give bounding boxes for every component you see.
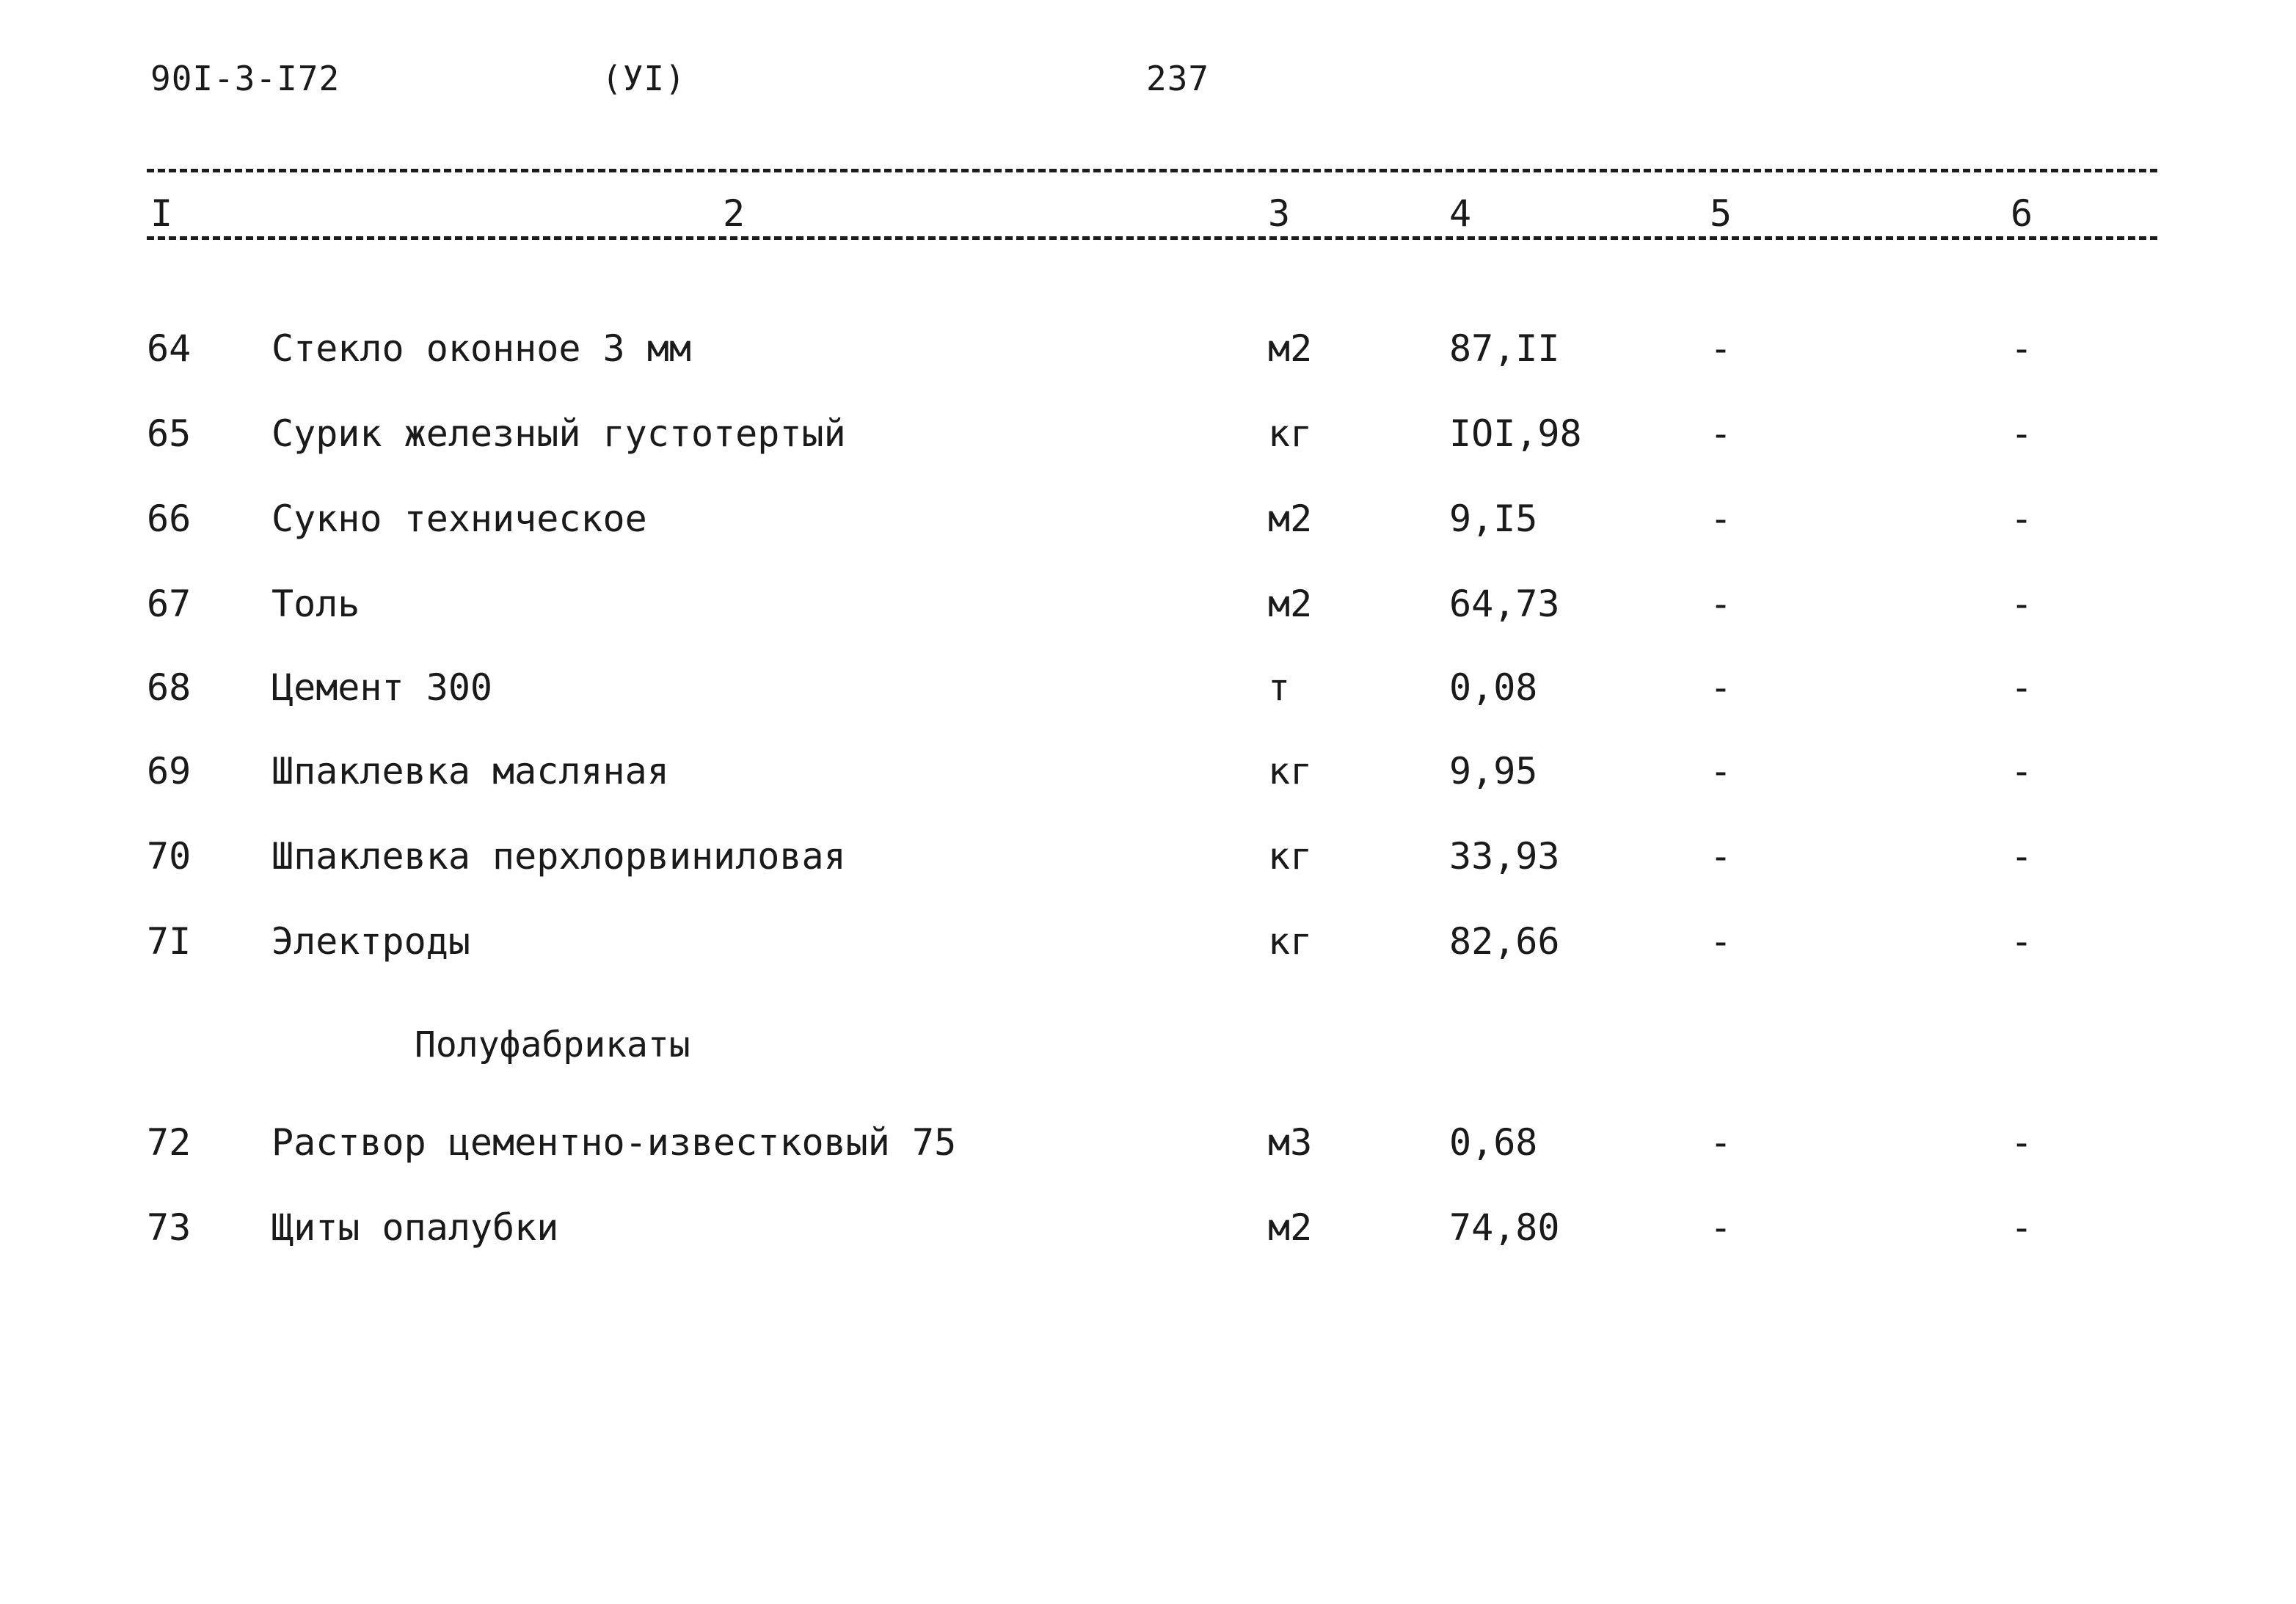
- table-row: [0, 412, 2296, 471]
- quantity: 9,I5: [1449, 497, 1538, 540]
- material-name: Шпаклевка перхлорвиниловая: [271, 835, 846, 878]
- unit: кг: [1268, 412, 1313, 455]
- material-name: Щиты опалубки: [271, 1206, 559, 1249]
- row-number: 70: [147, 835, 192, 878]
- quantity: 9,95: [1449, 750, 1538, 792]
- table-header-rule: [147, 236, 2157, 240]
- material-name: Цемент 300: [271, 666, 493, 709]
- column-5-value: -: [1710, 583, 1732, 625]
- table-row: [0, 583, 2296, 641]
- quantity: 87,II: [1449, 327, 1560, 370]
- column-header-1: I: [150, 192, 173, 235]
- column-5-value: -: [1710, 920, 1732, 963]
- unit: м2: [1268, 583, 1313, 625]
- material-name: Электроды: [271, 920, 470, 963]
- row-number: 67: [147, 583, 192, 625]
- column-header-4: 4: [1449, 192, 1472, 235]
- column-header-5: 5: [1710, 192, 1732, 235]
- quantity: IOI,98: [1449, 412, 1582, 455]
- column-6-value: -: [2011, 327, 2033, 370]
- column-6-value: -: [2011, 920, 2033, 963]
- column-header-3: 3: [1268, 192, 1291, 235]
- table-row: [0, 327, 2296, 386]
- material-name: Сукно техническое: [271, 497, 647, 540]
- unit: кг: [1268, 750, 1313, 792]
- row-number: 65: [147, 412, 192, 455]
- row-number: 73: [147, 1206, 192, 1249]
- document-code: 90I-3-I72: [150, 59, 340, 98]
- row-number: 72: [147, 1121, 192, 1164]
- unit: кг: [1268, 835, 1313, 878]
- material-name: Сурик железный густотертый: [271, 412, 846, 455]
- table-row: [0, 920, 2296, 979]
- row-number: 64: [147, 327, 192, 370]
- column-6-value: -: [2011, 497, 2033, 540]
- column-header-2: 2: [723, 192, 746, 235]
- quantity: 74,80: [1449, 1206, 1560, 1249]
- material-name: Толь: [271, 583, 360, 625]
- table-row: [0, 750, 2296, 809]
- material-name: Раствор цементно-известковый 75: [271, 1121, 957, 1164]
- column-5-value: -: [1710, 497, 1732, 540]
- column-6-value: -: [2011, 835, 2033, 878]
- column-5-value: -: [1710, 1206, 1732, 1249]
- row-number: 7I: [147, 920, 192, 963]
- column-6-value: -: [2011, 750, 2033, 792]
- volume-label: (УI): [602, 59, 686, 98]
- unit: м2: [1268, 327, 1313, 370]
- column-6-value: -: [2011, 1121, 2033, 1164]
- table-row: [0, 1206, 2296, 1265]
- quantity: 82,66: [1449, 920, 1560, 963]
- unit: м2: [1268, 1206, 1313, 1249]
- table-row: [0, 1121, 2296, 1180]
- column-6-value: -: [2011, 666, 2033, 709]
- column-5-value: -: [1710, 750, 1732, 792]
- quantity: 33,93: [1449, 835, 1560, 878]
- material-name: Стекло оконное 3 мм: [271, 327, 691, 370]
- section-title: Полуфабрикаты: [415, 1024, 690, 1065]
- unit: т: [1268, 666, 1291, 709]
- quantity: 64,73: [1449, 583, 1560, 625]
- column-6-value: -: [2011, 412, 2033, 455]
- unit: м2: [1268, 497, 1313, 540]
- column-5-value: -: [1710, 1121, 1732, 1164]
- column-5-value: -: [1710, 412, 1732, 455]
- row-number: 66: [147, 497, 192, 540]
- column-5-value: -: [1710, 835, 1732, 878]
- row-number: 69: [147, 750, 192, 792]
- column-5-value: -: [1710, 327, 1732, 370]
- unit: м3: [1268, 1121, 1313, 1164]
- material-name: Шпаклевка масляная: [271, 750, 669, 792]
- row-number: 68: [147, 666, 192, 709]
- unit: кг: [1268, 920, 1313, 963]
- quantity: 0,08: [1449, 666, 1538, 709]
- quantity: 0,68: [1449, 1121, 1538, 1164]
- column-6-value: -: [2011, 583, 2033, 625]
- table-row: [0, 497, 2296, 556]
- column-5-value: -: [1710, 666, 1732, 709]
- table-row: [0, 835, 2296, 894]
- table-top-rule: [147, 169, 2157, 172]
- page-number: 237: [1146, 59, 1210, 98]
- column-header-6: 6: [2011, 192, 2033, 235]
- table-row: [0, 666, 2296, 725]
- column-6-value: -: [2011, 1206, 2033, 1249]
